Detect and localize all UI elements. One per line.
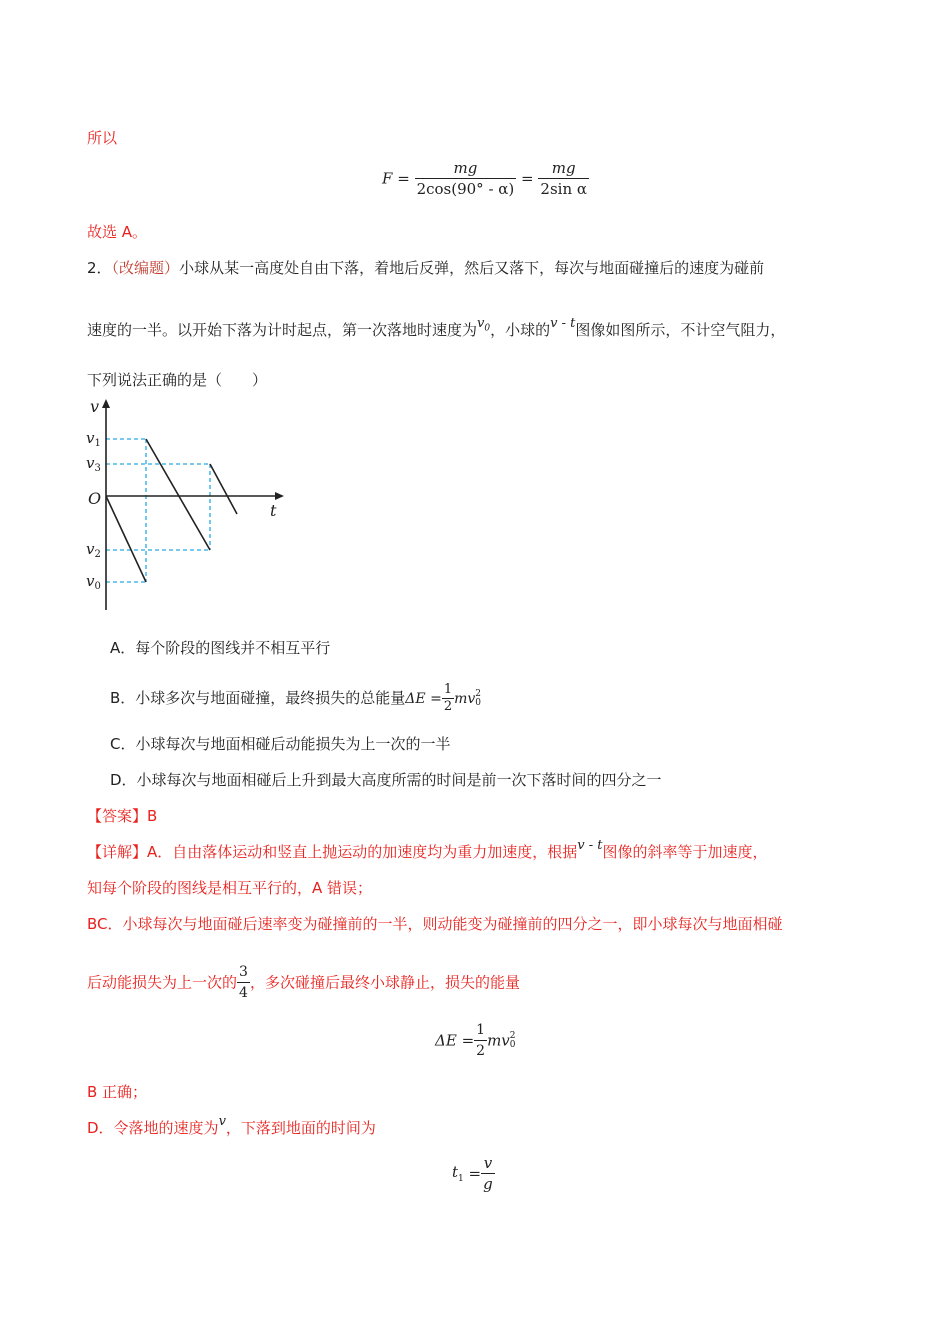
- label-v2-sym: v: [86, 540, 95, 558]
- option-b-num: 1: [443, 682, 453, 697]
- option-b-sup: 2: [475, 688, 482, 699]
- segment-bounce-1: [146, 439, 210, 550]
- option-b-scripts: [475, 690, 481, 708]
- question-text-1: 小球从某一高度处自由下落，着地后反弹，然后又落下，每次与地面碰撞后的速度为碰前: [179, 259, 765, 277]
- explanation-line-4: [87, 962, 520, 1003]
- t1-letter: t: [452, 1163, 459, 1181]
- t1-num: v: [481, 1153, 495, 1174]
- question-line-2: [87, 316, 786, 347]
- formula-lhs: F: [382, 169, 393, 188]
- label-v3-sym: v: [86, 454, 95, 472]
- explanation-line-1: [87, 838, 768, 864]
- eq-mv: mv: [487, 1031, 510, 1050]
- v0-symbol: [477, 316, 491, 334]
- option-b-formula: [405, 682, 482, 714]
- frac-den-4: 4: [239, 985, 248, 1001]
- explanation-v-symbol: v: [218, 1114, 226, 1129]
- question-text-2c: 图像如图所示，不计空气阻力，: [575, 321, 786, 339]
- explanation-line-d: [87, 1114, 376, 1140]
- option-b-text: B．小球多次与地面碰撞，最终损失的总能量: [110, 689, 406, 707]
- t-axis-arrow: [275, 492, 284, 500]
- segment-fall-1: [106, 496, 146, 582]
- label-v2-sub: 2: [94, 549, 101, 560]
- formula-num-1: mg: [415, 158, 517, 179]
- formula-eq-2: =: [521, 169, 534, 188]
- t1-sub: 1: [458, 1174, 464, 1184]
- label-v2: [86, 540, 101, 560]
- formula-frac-1: [415, 158, 517, 199]
- formula-den-1: 2cos(90° - α): [416, 180, 515, 198]
- explanation-a1: A．自由落体运动和竖直上抛运动的加速度均为重力加速度，根据: [147, 843, 578, 861]
- t1-symbol: [452, 1163, 464, 1184]
- eq-scripts: [510, 1032, 516, 1050]
- explanation-b-correct: B 正确；: [87, 1083, 148, 1101]
- answer-label: 【答案】: [87, 807, 148, 825]
- label-v0-sub: 0: [94, 581, 101, 592]
- t1-frac: [481, 1153, 495, 1194]
- time-equation: [452, 1153, 495, 1194]
- explanation-line-2: 知每个阶段的图线是相互平行的，A 错误；: [87, 879, 373, 897]
- option-b-lhs: ΔE: [405, 690, 426, 707]
- eq-num: 1: [474, 1020, 487, 1041]
- eq-sup: 2: [509, 1030, 516, 1041]
- segment-bounce-2: [210, 464, 237, 514]
- eq-den: 2: [476, 1043, 486, 1059]
- question-line-3: 下列说法正确的是（ ）: [87, 371, 268, 389]
- origin-label: O: [88, 489, 102, 508]
- v0-letter: v: [477, 316, 485, 331]
- explanation-vt-symbol: v - t: [577, 838, 603, 853]
- formula-den-2: 2sin α: [540, 180, 588, 198]
- explanation-bc2a: 后动能损失为上一次的: [87, 973, 238, 992]
- axis-label-t: t: [270, 501, 277, 520]
- explanation-bc2b: ，多次碰撞后最终小球静止，损失的能量: [249, 973, 520, 992]
- explanation-a2: 图像的斜率等于加速度，: [602, 843, 768, 861]
- three-quarters-frac: [237, 962, 250, 1003]
- intro-suoyi: 所以: [87, 129, 118, 147]
- eq-lhs: ΔE: [435, 1031, 457, 1050]
- vt-graph: [80, 395, 300, 625]
- label-v1-sym: v: [86, 429, 95, 447]
- question-line-1: [87, 258, 764, 278]
- question-text-2b: ，小球的: [490, 321, 551, 339]
- v-axis-arrow: [102, 399, 110, 408]
- formula-frac-2: [538, 158, 589, 199]
- axis-label-v: v: [90, 397, 100, 416]
- graph-lines: [106, 439, 237, 582]
- question-number: 2．: [87, 259, 112, 277]
- label-v3: [86, 454, 101, 474]
- v0-sub: 0: [484, 323, 491, 334]
- energy-loss-equation: [435, 1020, 516, 1061]
- label-v0: [86, 572, 101, 592]
- t1-den: g: [483, 1175, 493, 1193]
- explanation-line-3: BC．小球每次与地面碰后速率变为碰撞前的一半，则动能变为碰撞前的四分之一，即小球每次与地面相碰: [87, 915, 783, 933]
- eq-frac: [474, 1020, 487, 1061]
- explanation-label: 【详解】: [87, 843, 148, 861]
- option-b: [110, 682, 481, 715]
- vt-symbol: v - t: [550, 316, 576, 331]
- option-c: C．小球每次与地面相碰后动能损失为上一次的一半: [110, 735, 451, 753]
- explanation-d1b: ，下落到地面的时间为: [225, 1119, 376, 1137]
- option-b-eq: =: [430, 690, 442, 707]
- question-text-2a: 速度的一半。以开始下落为计时起点，第一次落地时速度为: [87, 321, 478, 339]
- force-formula: [382, 158, 589, 199]
- question-tag: （改编题）: [111, 259, 180, 277]
- label-v1-sub: 1: [94, 438, 101, 449]
- explanation-d1a: D．令落地的速度为: [87, 1119, 219, 1137]
- option-b-den: 2: [443, 699, 453, 714]
- formula-eq: =: [397, 169, 410, 188]
- label-v3-sub: 3: [94, 463, 101, 474]
- label-v0-sym: v: [86, 572, 95, 590]
- option-b-mv: mv: [454, 690, 476, 707]
- option-b-frac: [442, 682, 454, 715]
- label-v1: [86, 429, 101, 449]
- option-d: D．小球每次与地面相碰后上升到最大高度所需的时间是前一次下落时间的四分之一: [110, 771, 662, 789]
- eq-sub: 0: [509, 1039, 516, 1050]
- answer-line: [87, 806, 157, 826]
- intro-conclusion: 故选 A。: [87, 223, 148, 241]
- answer-value: B: [147, 807, 158, 825]
- option-b-sub: 0: [475, 697, 482, 708]
- formula-num-2: mg: [538, 158, 589, 179]
- option-a: A．每个阶段的图线并不相互平行: [110, 639, 331, 657]
- eq-eq: =: [461, 1031, 475, 1050]
- t1-eq: =: [468, 1164, 482, 1183]
- frac-num-3: 3: [237, 962, 250, 983]
